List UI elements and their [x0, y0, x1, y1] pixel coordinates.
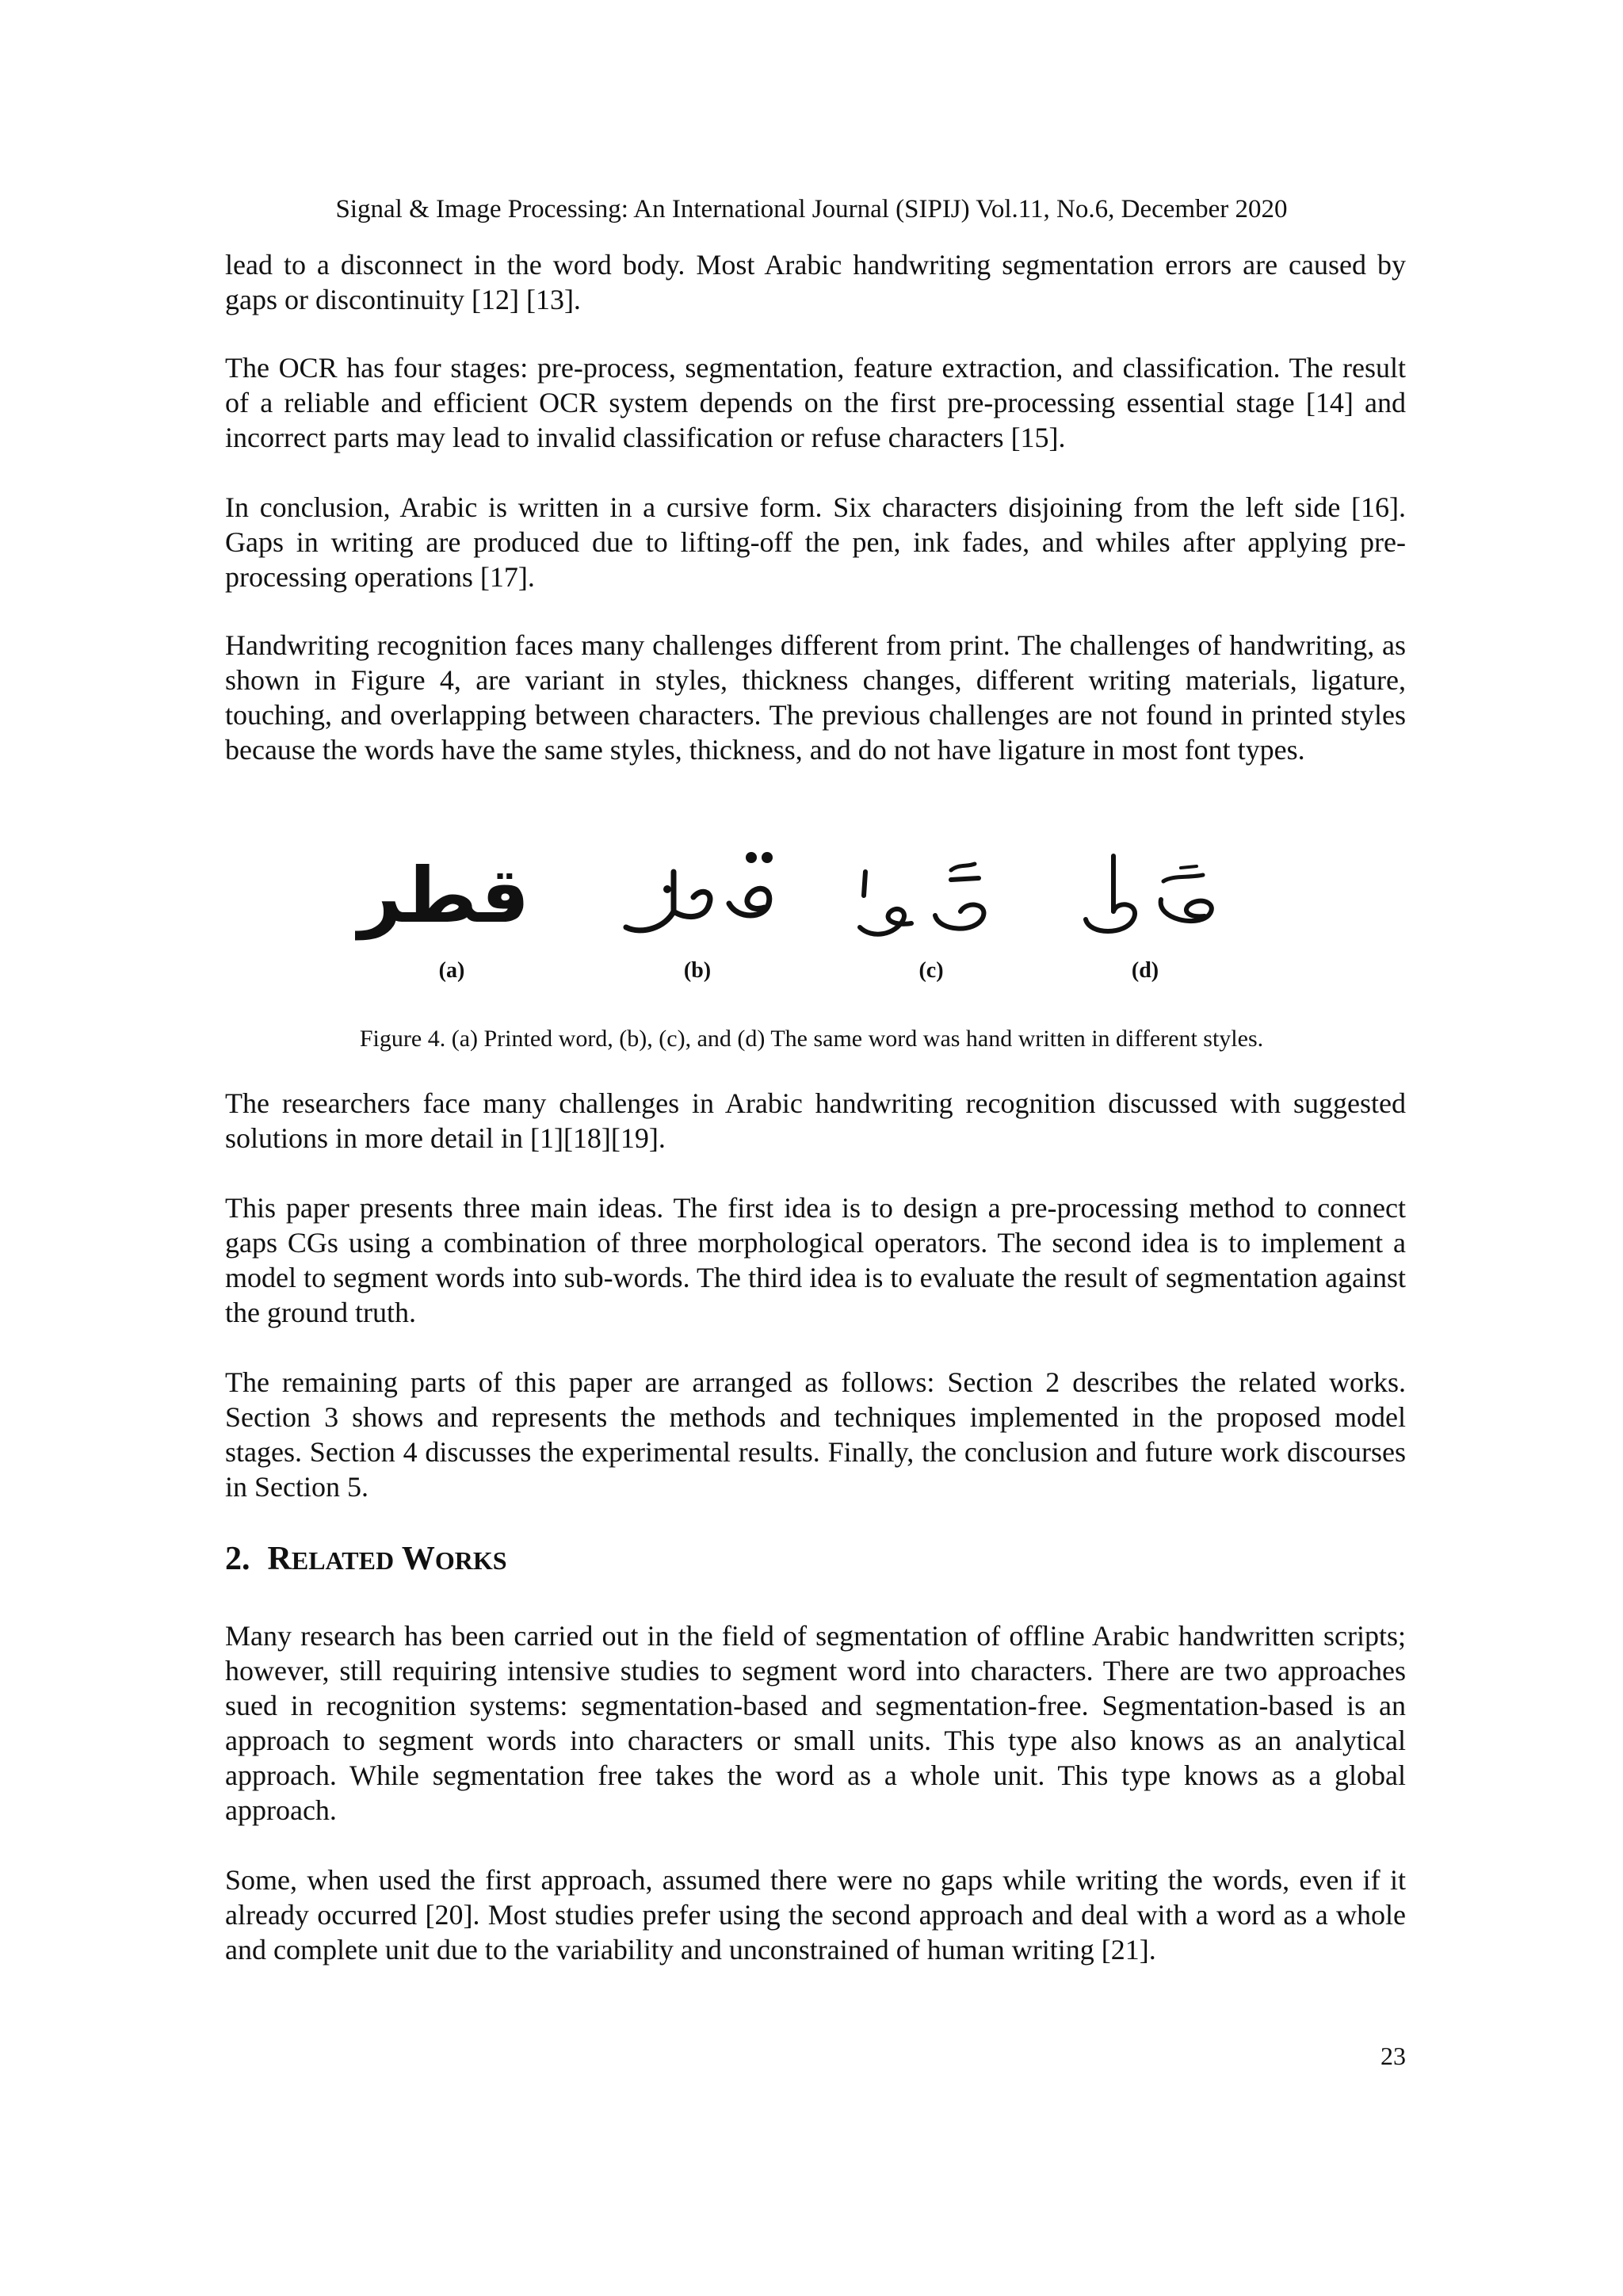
page-number: 23 [1381, 2042, 1406, 2070]
paragraph-researchers-challenges: The researchers face many challenges in Arabic handwriting recognition discussed with suggested solutions in more detail in [1][18][19]. [225, 1087, 1406, 1154]
figure-word-handwritten-d [1070, 840, 1228, 951]
figure-word-printed: قطر [357, 851, 530, 940]
figure-label-c: (c) [918, 958, 944, 983]
figure-word-handwritten-b [610, 840, 785, 951]
paragraph-ocr-stages: The OCR has four stages: pre-process, segmentation, feature extraction, and classification. The result of a reliable and efficient OCR system depends on the first pre-processing essential stage [14] and incorrect parts may lead to invalid classification or refuse characters [15]. [225, 352, 1406, 453]
paragraph-main-ideas: This paper presents three main ideas. The first idea is to design a pre-processing method to connect gaps CGs using a combination of three morphological operators. The second idea is to implement a model to segment words into sub-words. The third idea is to evaluate the result of segmentation against the ground truth. [225, 1192, 1406, 1328]
section-heading-related-works: 2. RELATED WORKS [225, 1541, 507, 1577]
figure-caption: Figure 4. (a) Printed word, (b), (c), and (d) The same word was hand written in different styles. [359, 1026, 1264, 1052]
figure-label-b: (b) [683, 958, 712, 983]
figure-label-d: (d) [1131, 958, 1159, 983]
paragraph-handwriting-challenges: Handwriting recognition faces many challenges different from print. The challenges of handwriting, as shown in Figure 4, are variant in styles, thickness changes, different writing materials, ligature, touching, and overlapping between characters. The previous challenges are not found in printed styles because the words have the same styles, thickness, and do not have ligature in most font types. [225, 629, 1406, 766]
figure-word-handwritten-c [848, 848, 1006, 951]
paragraph-paper-organization: The remaining parts of this paper are arranged as follows: Section 2 describes the related works. Section 3 shows and represents the methods and techniques implemented in the proposed model stages. Section 4 discusses the experimental results. Finally, the conclusion and future work discourses in Section 5. [225, 1366, 1406, 1503]
figure-label-a: (a) [438, 958, 465, 983]
paragraph-segmentation-approaches: Many research has been carried out in the field of segmentation of offline Arabic handwritten scripts; however, still requiring intensive studies to segment word into characters. There are two approaches sued in recognition systems: segmentation-based and segmentation-free. Segmentation-based is an approach to segment words into characters or small units. This type also knows as an analytical approach. While segmentation free takes the word as a whole unit. This type knows as a global approach. [225, 1620, 1406, 1826]
figure-4-arabic-words [341, 840, 1292, 999]
running-header: Signal & Image Processing: An International Journal (SIPIJ) Vol.11, No.6, December 2020 [335, 195, 1288, 223]
paragraph-gaps-discontinuity: lead to a disconnect in the word body. Most Arabic handwriting segmentation errors are caused by gaps or discontinuity [12] [13]. [225, 249, 1406, 315]
section-number: 2. [225, 1541, 250, 1577]
paragraph-first-approach: Some, when used the first approach, assumed there were no gaps while writing the words, even if it already occurred [20]. Most studies prefer using the second approach and deal with a word as a whole and complete unit due to the variability and unconstrained of human writing [21]. [225, 1864, 1406, 1966]
paragraph-cursive-form: In conclusion, Arabic is written in a cursive form. Six characters disjoining from the left side [16]. Gaps in writing are produced due to lifting-off the pen, ink fades, and whiles after applying pre-processing operations [17]. [225, 491, 1406, 593]
